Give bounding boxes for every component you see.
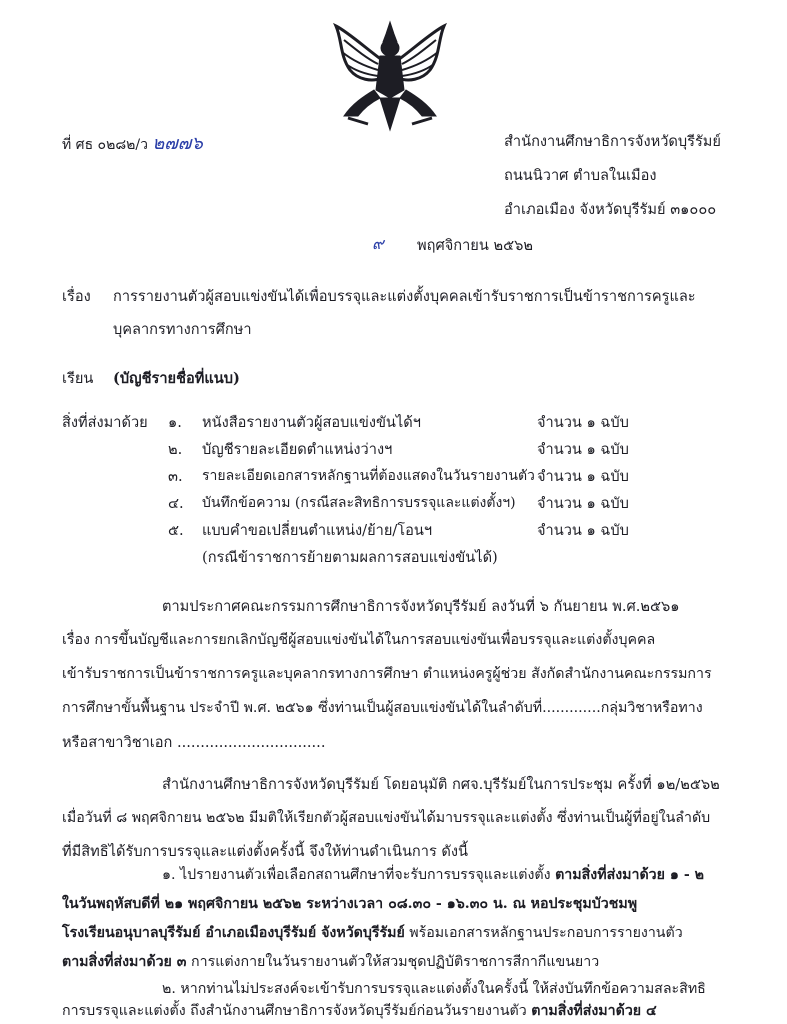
enclosure-qty-4: จำนวน ๑ ฉบับ bbox=[537, 495, 629, 512]
subject-line-2: บุคลากรทางการศึกษา bbox=[113, 321, 252, 338]
sender-address-line-2: ถนนนิวาศ ตำบลในเมือง bbox=[504, 167, 657, 184]
enclosure-no-4: ๔. bbox=[168, 495, 184, 512]
document-date: พฤศจิกายน ๒๕๖๒ bbox=[417, 237, 534, 254]
para2-line-2: เมื่อวันที่ ๘ พฤศจิกายน ๒๕๖๒ มีมติให้เรียกตัวผู้สอบแข่งขันได้มาบรรจุและแต่งตั้ง ซึ่งท่านเป็นผู้ที่อยู่ในลำดับ bbox=[62, 810, 711, 826]
item1-line-2: ในวันพฤหัสบดีที่ ๒๑ พฤศจิกายน ๒๕๖๒ ระหว่างเวลา ๐๘.๓๐ - ๑๖.๓๐ น. ณ หอประชุมบัวชมพู bbox=[62, 896, 638, 912]
para1-line-5: หรือสาขาวิชาเอก ................................ bbox=[62, 734, 326, 751]
enclosure-qty-5: จำนวน ๑ ฉบับ bbox=[537, 522, 629, 539]
reference-handwritten: ๒๗๗๖ bbox=[152, 133, 203, 154]
para2-line-1: สำนักงานศึกษาธิการจังหวัดบุรีรัมย์ โดยอนุมัติ กศจ.บุรีรัมย์ในการประชุม ครั้งที่ ๑๒/๒๕๖๒ bbox=[162, 776, 720, 793]
para1-line-1: ตามประกาศคณะกรรมการศึกษาธิการจังหวัดบุรีรัมย์ ลงวันที่ ๖ กันยายน พ.ศ.๒๕๖๑ bbox=[162, 598, 680, 615]
item2-line-1: ๒. หากท่านไม่ประสงค์จะเข้ารับการบรรจุและแต่งตั้งในครั้งนี้ ให้ส่งบันทึกข้อความสละสิทธิ bbox=[162, 981, 706, 997]
enclosure-no-5: ๕. bbox=[168, 522, 184, 539]
enclosure-no-2: ๒. bbox=[168, 441, 183, 458]
enclosure-no-1: ๑. bbox=[168, 414, 182, 431]
subject-line-1: การรายงานตัวผู้สอบแข่งขันได้เพื่อบรรจุและแต่งตั้งบุคคลเข้ารับราชการเป็นข้าราชการครูและ bbox=[113, 288, 696, 305]
enclosure-text-4: บันทึกข้อความ (กรณีสละสิทธิการบรรจุและแต่งตั้งฯ) bbox=[202, 495, 516, 511]
enclosure-text-3: รายละเอียดเอกสารหลักฐานที่ต้องแสดงในวันรายงานตัว bbox=[202, 468, 535, 484]
enclosure-text-2: บัญชีรายละเอียดตำแหน่งว่างฯ bbox=[202, 441, 393, 458]
para1-line-2: เรื่อง การขึ้นบัญชีและการยกเลิกบัญชีผู้สอบแข่งขันได้ในการสอบแข่งขันเพื่อบรรจุและแต่งตั้งบุคคล bbox=[62, 632, 656, 648]
item2-line-2 bbox=[62, 1000, 657, 1022]
item1-line-1 bbox=[162, 864, 704, 886]
reference-number bbox=[62, 128, 203, 157]
reference-prefix: ที่ ศธ ๐๒๘๒/ว bbox=[62, 137, 148, 153]
enclosure-no-3: ๓. bbox=[168, 468, 183, 485]
sender-address-line-1: สำนักงานศึกษาธิการจังหวัดบุรีรัมย์ bbox=[504, 133, 721, 150]
item1-line-3 bbox=[62, 922, 683, 944]
item1-line-1-text: ๑. ไปรายงานตัวเพื่อเลือกสถานศึกษาที่จะรับการบรรจุและแต่งตั้ง bbox=[162, 867, 556, 883]
item1-line-4 bbox=[62, 951, 599, 973]
enclosure-qty-1: จำนวน ๑ ฉบับ bbox=[537, 414, 629, 431]
enclosure-note: (กรณีข้าราชการย้ายตามผลการสอบแข่งขันได้) bbox=[202, 549, 498, 566]
item2-line-2-text: การบรรจุและแต่งตั้ง ถึงสำนักงานศึกษาธิการจังหวัดบุรีรัมย์ก่อนวันรายงานตัว bbox=[62, 1003, 532, 1019]
enclosures-label: สิ่งที่ส่งมาด้วย bbox=[62, 414, 148, 431]
enclosure-text-5: แบบคำขอเปลี่ยนตำแหน่ง/ย้าย/โอนฯ bbox=[202, 522, 433, 539]
item1-line-3-bold: โรงเรียนอนุบาลบุรีรัมย์ อำเภอเมืองบุรีรัมย์ จังหวัดบุรีรัมย์ bbox=[62, 925, 405, 941]
recipient-label: เรียน bbox=[62, 370, 94, 387]
item1-line-4-text: การแต่งกายในวันรายงานตัวให้สวมชุดปฏิบัติราชการสีกากีแขนยาว bbox=[186, 954, 600, 970]
item2-line-2-bold: ตามสิ่งที่ส่งมาด้วย ๔ bbox=[531, 1003, 657, 1019]
para1-line-4: การศึกษาขั้นพื้นฐาน ประจำปี พ.ศ. ๒๕๖๑ ซึ่งท่านเป็นผู้สอบแข่งขันได้ในลำดับที่.............กลุ่มวิชาหรือทาง bbox=[62, 700, 703, 716]
item1-line-4-bold: ตามสิ่งที่ส่งมาด้วย ๓ bbox=[62, 954, 187, 970]
enclosure-qty-3: จำนวน ๑ ฉบับ bbox=[537, 468, 629, 485]
subject-label: เรื่อง bbox=[62, 288, 91, 305]
para2-line-3: ที่มีสิทธิได้รับการบรรจุและแต่งตั้งครั้งนี้ จึงให้ท่านดำเนินการ ดังนี้ bbox=[62, 843, 469, 860]
recipient-value: (บัญชีรายชื่อที่แนบ) bbox=[113, 370, 240, 387]
date-handwritten: ๙ bbox=[372, 234, 384, 253]
para1-line-3: เข้ารับราชการเป็นข้าราชการครูและบุคลากรทางการศึกษา ตำแหน่งครูผู้ช่วย สังกัดสำนักงานคณะกรรมการ bbox=[62, 666, 712, 682]
enclosure-text-1: หนังสือรายงานตัวผู้สอบแข่งขันได้ฯ bbox=[202, 414, 421, 431]
sender-address-line-3: อำเภอเมือง จังหวัดบุรีรัมย์ ๓๑๐๐๐ bbox=[504, 201, 717, 218]
item1-line-3-text: พร้อมเอกสารหลักฐานประกอบการรายงานตัว bbox=[404, 925, 683, 941]
item1-line-1-bold: ตามสิ่งที่ส่งมาด้วย ๑ - ๒ bbox=[555, 867, 705, 883]
enclosure-qty-2: จำนวน ๑ ฉบับ bbox=[537, 441, 629, 458]
garuda-emblem bbox=[328, 20, 452, 132]
